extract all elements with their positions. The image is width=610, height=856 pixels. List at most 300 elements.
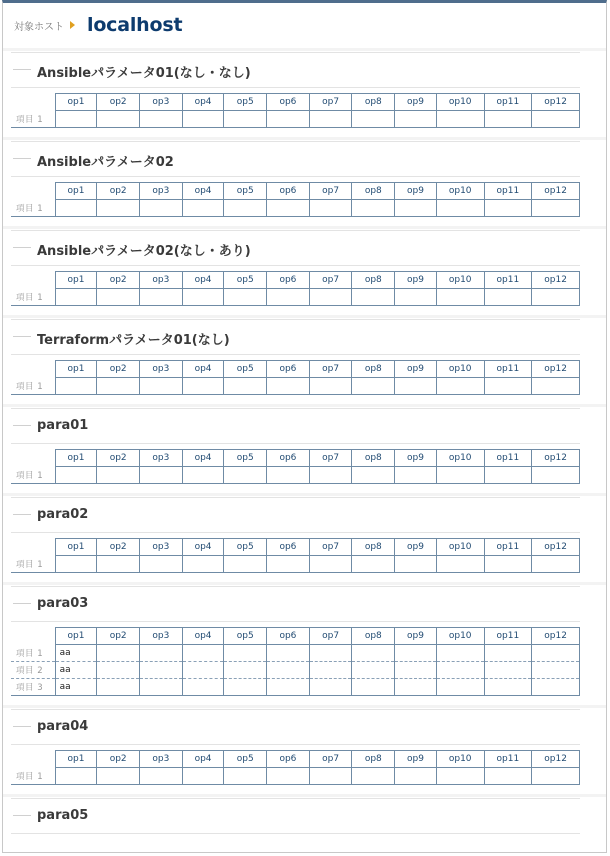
column-header: op7: [309, 361, 352, 378]
value-cell: [309, 200, 352, 217]
table-corner: [11, 539, 55, 556]
value-cell: [352, 645, 395, 662]
column-header: op11: [484, 539, 532, 556]
section-marker: [13, 603, 31, 604]
table-header-row: [11, 751, 580, 768]
column-header: op5: [224, 450, 267, 467]
section-title: para03: [37, 596, 89, 611]
value-cell: [309, 768, 352, 785]
table-row: [11, 556, 580, 573]
column-header: op9: [395, 628, 437, 645]
column-header: op9: [395, 272, 437, 289]
value-cell: [224, 768, 267, 785]
value-cell: [267, 378, 310, 395]
section-marker: [13, 514, 31, 515]
column-header: op10: [436, 94, 484, 111]
column-header: op10: [436, 751, 484, 768]
value-cell: [97, 645, 140, 662]
column-header: op3: [140, 361, 183, 378]
value-cell: [395, 679, 437, 696]
value-cell: [436, 768, 484, 785]
section-header: [11, 497, 580, 533]
column-header: op7: [309, 628, 352, 645]
value-cell: [532, 679, 580, 696]
column-header: op6: [267, 94, 310, 111]
column-header: op10: [436, 183, 484, 200]
parameter-section: [11, 798, 580, 834]
column-header: op2: [97, 751, 140, 768]
column-header: op3: [140, 183, 183, 200]
section-title: para01: [37, 418, 89, 433]
value-cell: [55, 200, 97, 217]
column-header: op4: [182, 94, 224, 111]
value-cell: [55, 556, 97, 573]
row-label: 項目 1: [11, 289, 55, 306]
column-header: op10: [436, 628, 484, 645]
value-cell: [224, 662, 267, 679]
value-cell: [395, 768, 437, 785]
parameter-table: [11, 182, 580, 217]
column-header: op3: [140, 272, 183, 289]
column-header: op3: [140, 94, 183, 111]
value-cell: [267, 200, 310, 217]
value-cell: [309, 111, 352, 128]
section-header: [11, 141, 580, 177]
value-cell: [140, 378, 183, 395]
value-cell: [97, 662, 140, 679]
value-cell: aa: [55, 645, 97, 662]
value-cell: [140, 289, 183, 306]
column-header: op8: [352, 361, 395, 378]
parameter-section: [11, 497, 580, 570]
value-cell: [352, 768, 395, 785]
column-header: op9: [395, 361, 437, 378]
value-cell: [224, 378, 267, 395]
column-header: op4: [182, 539, 224, 556]
value-cell: [182, 679, 224, 696]
value-cell: [532, 200, 580, 217]
value-cell: [309, 378, 352, 395]
parameter-table: [11, 271, 580, 306]
value-cell: [140, 679, 183, 696]
column-header: op1: [55, 272, 97, 289]
section-title: para02: [37, 507, 89, 522]
column-header: op4: [182, 751, 224, 768]
table-corner: [11, 628, 55, 645]
column-header: op4: [182, 450, 224, 467]
table-header-row: [11, 539, 580, 556]
column-header: op2: [97, 94, 140, 111]
column-header: op4: [182, 361, 224, 378]
value-cell: [532, 378, 580, 395]
column-header: op1: [55, 94, 97, 111]
value-cell: [55, 768, 97, 785]
section-header: [11, 586, 580, 622]
value-cell: [267, 111, 310, 128]
column-header: op2: [97, 539, 140, 556]
value-cell: [182, 556, 224, 573]
row-label: 項目 1: [11, 378, 55, 395]
host-label: 対象ホスト: [14, 21, 64, 33]
parameter-table: [11, 449, 580, 484]
column-header: op8: [352, 272, 395, 289]
value-cell: aa: [55, 679, 97, 696]
value-cell: [182, 200, 224, 217]
value-cell: [309, 645, 352, 662]
table-row: [11, 111, 580, 128]
column-header: op5: [224, 183, 267, 200]
row-label: 項目 1: [11, 645, 55, 662]
column-header: op7: [309, 94, 352, 111]
column-header: op12: [532, 183, 580, 200]
column-header: op12: [532, 450, 580, 467]
column-header: op2: [97, 628, 140, 645]
column-header: op8: [352, 628, 395, 645]
value-cell: [97, 111, 140, 128]
value-cell: [224, 679, 267, 696]
column-header: op6: [267, 450, 310, 467]
value-cell: [532, 662, 580, 679]
column-header: op1: [55, 539, 97, 556]
section-title: Ansibleパラメータ02: [37, 155, 174, 170]
value-cell: [436, 289, 484, 306]
column-header: op5: [224, 94, 267, 111]
value-cell: [97, 289, 140, 306]
parameter-table: [11, 750, 580, 785]
section-title: Ansibleパラメータ02(なし・あり): [37, 244, 251, 259]
column-header: op9: [395, 94, 437, 111]
section-marker: [13, 726, 31, 727]
value-cell: [352, 378, 395, 395]
row-label: 項目 1: [11, 200, 55, 217]
value-cell: [267, 556, 310, 573]
value-cell: [182, 645, 224, 662]
row-label: 項目 2: [11, 662, 55, 679]
value-cell: [532, 111, 580, 128]
table-corner: [11, 183, 55, 200]
value-cell: [267, 289, 310, 306]
parameter-section: [11, 586, 580, 693]
host-name: localhost: [87, 14, 183, 36]
column-header: op7: [309, 450, 352, 467]
value-cell: [436, 111, 484, 128]
column-header: op9: [395, 751, 437, 768]
column-header: op8: [352, 94, 395, 111]
value-cell: [352, 556, 395, 573]
column-header: op5: [224, 272, 267, 289]
column-header: op5: [224, 539, 267, 556]
column-header: op11: [484, 628, 532, 645]
table-row: [11, 679, 580, 696]
table-row: [11, 662, 580, 679]
value-cell: [395, 556, 437, 573]
value-cell: [55, 378, 97, 395]
value-cell: [436, 645, 484, 662]
value-cell: [97, 768, 140, 785]
table-header-row: [11, 94, 580, 111]
column-header: op12: [532, 628, 580, 645]
value-cell: [395, 378, 437, 395]
value-cell: [532, 645, 580, 662]
column-header: op12: [532, 539, 580, 556]
parameter-table: [11, 538, 580, 573]
table-header-row: [11, 361, 580, 378]
section-marker: [13, 425, 31, 426]
arrow-right-icon: [70, 21, 75, 29]
value-cell: [484, 467, 532, 484]
value-cell: [395, 289, 437, 306]
column-header: op2: [97, 450, 140, 467]
table-row: [11, 378, 580, 395]
value-cell: [309, 679, 352, 696]
value-cell: [484, 645, 532, 662]
value-cell: [484, 679, 532, 696]
value-cell: [532, 556, 580, 573]
value-cell: [140, 768, 183, 785]
value-cell: [182, 289, 224, 306]
value-cell: [532, 467, 580, 484]
parameter-table: [11, 360, 580, 395]
value-cell: [395, 662, 437, 679]
column-header: op1: [55, 628, 97, 645]
value-cell: [267, 768, 310, 785]
column-header: op11: [484, 183, 532, 200]
table-corner: [11, 751, 55, 768]
table-header-row: [11, 628, 580, 645]
value-cell: [97, 679, 140, 696]
value-cell: [352, 200, 395, 217]
parameter-section: [11, 709, 580, 782]
value-cell: [484, 200, 532, 217]
host-header: [14, 11, 182, 39]
value-cell: [484, 768, 532, 785]
value-cell: [224, 645, 267, 662]
column-header: op7: [309, 183, 352, 200]
parameter-section: [11, 408, 580, 481]
value-cell: [140, 556, 183, 573]
section-title: Terraformパラメータ01(なし): [37, 333, 230, 348]
column-header: op11: [484, 272, 532, 289]
value-cell: [182, 378, 224, 395]
value-cell: [97, 556, 140, 573]
value-cell: [352, 289, 395, 306]
value-cell: [182, 467, 224, 484]
value-cell: [436, 200, 484, 217]
row-label: 項目 1: [11, 467, 55, 484]
column-header: op1: [55, 450, 97, 467]
column-header: op5: [224, 751, 267, 768]
column-header: op3: [140, 450, 183, 467]
value-cell: [55, 111, 97, 128]
column-header: op10: [436, 539, 484, 556]
value-cell: [395, 645, 437, 662]
table-corner: [11, 361, 55, 378]
column-header: op9: [395, 539, 437, 556]
section-header: [11, 408, 580, 444]
column-header: op6: [267, 272, 310, 289]
table-corner: [11, 450, 55, 467]
value-cell: [224, 289, 267, 306]
section-marker: [13, 158, 31, 159]
column-header: op9: [395, 450, 437, 467]
parameter-section: [11, 52, 580, 125]
parameter-table: [11, 627, 580, 696]
value-cell: [182, 662, 224, 679]
column-header: op3: [140, 751, 183, 768]
value-cell: [97, 467, 140, 484]
column-header: op11: [484, 94, 532, 111]
row-label: 項目 3: [11, 679, 55, 696]
value-cell: [309, 467, 352, 484]
column-header: op10: [436, 450, 484, 467]
column-header: op7: [309, 751, 352, 768]
column-header: op3: [140, 539, 183, 556]
table-header-row: [11, 272, 580, 289]
value-cell: [267, 645, 310, 662]
table-header-row: [11, 183, 580, 200]
column-header: op6: [267, 539, 310, 556]
value-cell: [484, 111, 532, 128]
value-cell: [309, 289, 352, 306]
column-header: op4: [182, 272, 224, 289]
value-cell: [484, 289, 532, 306]
table-row: [11, 645, 580, 662]
value-cell: [395, 200, 437, 217]
column-header: op8: [352, 183, 395, 200]
value-cell: aa: [55, 662, 97, 679]
value-cell: [436, 679, 484, 696]
column-header: op1: [55, 361, 97, 378]
column-header: op11: [484, 450, 532, 467]
table-row: [11, 200, 580, 217]
value-cell: [224, 467, 267, 484]
parameter-table: [11, 93, 580, 128]
section-header: [11, 798, 580, 834]
column-header: op11: [484, 361, 532, 378]
value-cell: [352, 662, 395, 679]
value-cell: [224, 556, 267, 573]
parameter-section: [11, 319, 580, 392]
column-header: op7: [309, 539, 352, 556]
main-panel: [2, 0, 607, 853]
column-header: op10: [436, 361, 484, 378]
column-header: op2: [97, 272, 140, 289]
value-cell: [395, 467, 437, 484]
value-cell: [55, 467, 97, 484]
value-cell: [267, 467, 310, 484]
row-label: 項目 1: [11, 768, 55, 785]
value-cell: [352, 111, 395, 128]
column-header: op1: [55, 183, 97, 200]
column-header: op5: [224, 628, 267, 645]
value-cell: [436, 556, 484, 573]
column-header: op8: [352, 751, 395, 768]
section-header: [11, 709, 580, 745]
value-cell: [97, 378, 140, 395]
value-cell: [436, 378, 484, 395]
value-cell: [267, 679, 310, 696]
section-header: [11, 230, 580, 266]
column-header: op7: [309, 272, 352, 289]
column-header: op2: [97, 183, 140, 200]
row-label: 項目 1: [11, 556, 55, 573]
value-cell: [182, 768, 224, 785]
section-header: [11, 52, 580, 88]
table-row: [11, 289, 580, 306]
value-cell: [55, 289, 97, 306]
value-cell: [140, 111, 183, 128]
value-cell: [224, 200, 267, 217]
value-cell: [97, 200, 140, 217]
parameter-section: [11, 230, 580, 303]
table-corner: [11, 272, 55, 289]
column-header: op10: [436, 272, 484, 289]
value-cell: [484, 556, 532, 573]
value-cell: [436, 467, 484, 484]
table-corner: [11, 94, 55, 111]
section-title: para05: [37, 808, 89, 823]
column-header: op4: [182, 628, 224, 645]
value-cell: [309, 662, 352, 679]
parameter-section: [11, 141, 580, 214]
column-header: op12: [532, 751, 580, 768]
column-header: op6: [267, 751, 310, 768]
column-header: op6: [267, 183, 310, 200]
value-cell: [352, 679, 395, 696]
value-cell: [140, 662, 183, 679]
value-cell: [140, 645, 183, 662]
column-header: op6: [267, 361, 310, 378]
value-cell: [436, 662, 484, 679]
column-header: op5: [224, 361, 267, 378]
column-header: op8: [352, 450, 395, 467]
column-header: op8: [352, 539, 395, 556]
value-cell: [484, 378, 532, 395]
value-cell: [309, 556, 352, 573]
section-marker: [13, 247, 31, 248]
value-cell: [532, 289, 580, 306]
value-cell: [484, 662, 532, 679]
section-title: para04: [37, 719, 89, 734]
section-marker: [13, 69, 31, 70]
column-header: op6: [267, 628, 310, 645]
column-header: op12: [532, 94, 580, 111]
value-cell: [224, 111, 267, 128]
value-cell: [140, 200, 183, 217]
value-cell: [395, 111, 437, 128]
column-header: op12: [532, 361, 580, 378]
value-cell: [140, 467, 183, 484]
section-marker: [13, 815, 31, 816]
table-row: [11, 467, 580, 484]
section-title: Ansibleパラメータ01(なし・なし): [37, 66, 251, 81]
value-cell: [532, 768, 580, 785]
column-header: op1: [55, 751, 97, 768]
section-marker: [13, 336, 31, 337]
column-header: op12: [532, 272, 580, 289]
section-header: [11, 319, 580, 355]
column-header: op2: [97, 361, 140, 378]
value-cell: [182, 111, 224, 128]
column-header: op4: [182, 183, 224, 200]
column-header: op11: [484, 751, 532, 768]
table-row: [11, 768, 580, 785]
column-header: op3: [140, 628, 183, 645]
value-cell: [267, 662, 310, 679]
column-header: op9: [395, 183, 437, 200]
value-cell: [352, 467, 395, 484]
table-header-row: [11, 450, 580, 467]
